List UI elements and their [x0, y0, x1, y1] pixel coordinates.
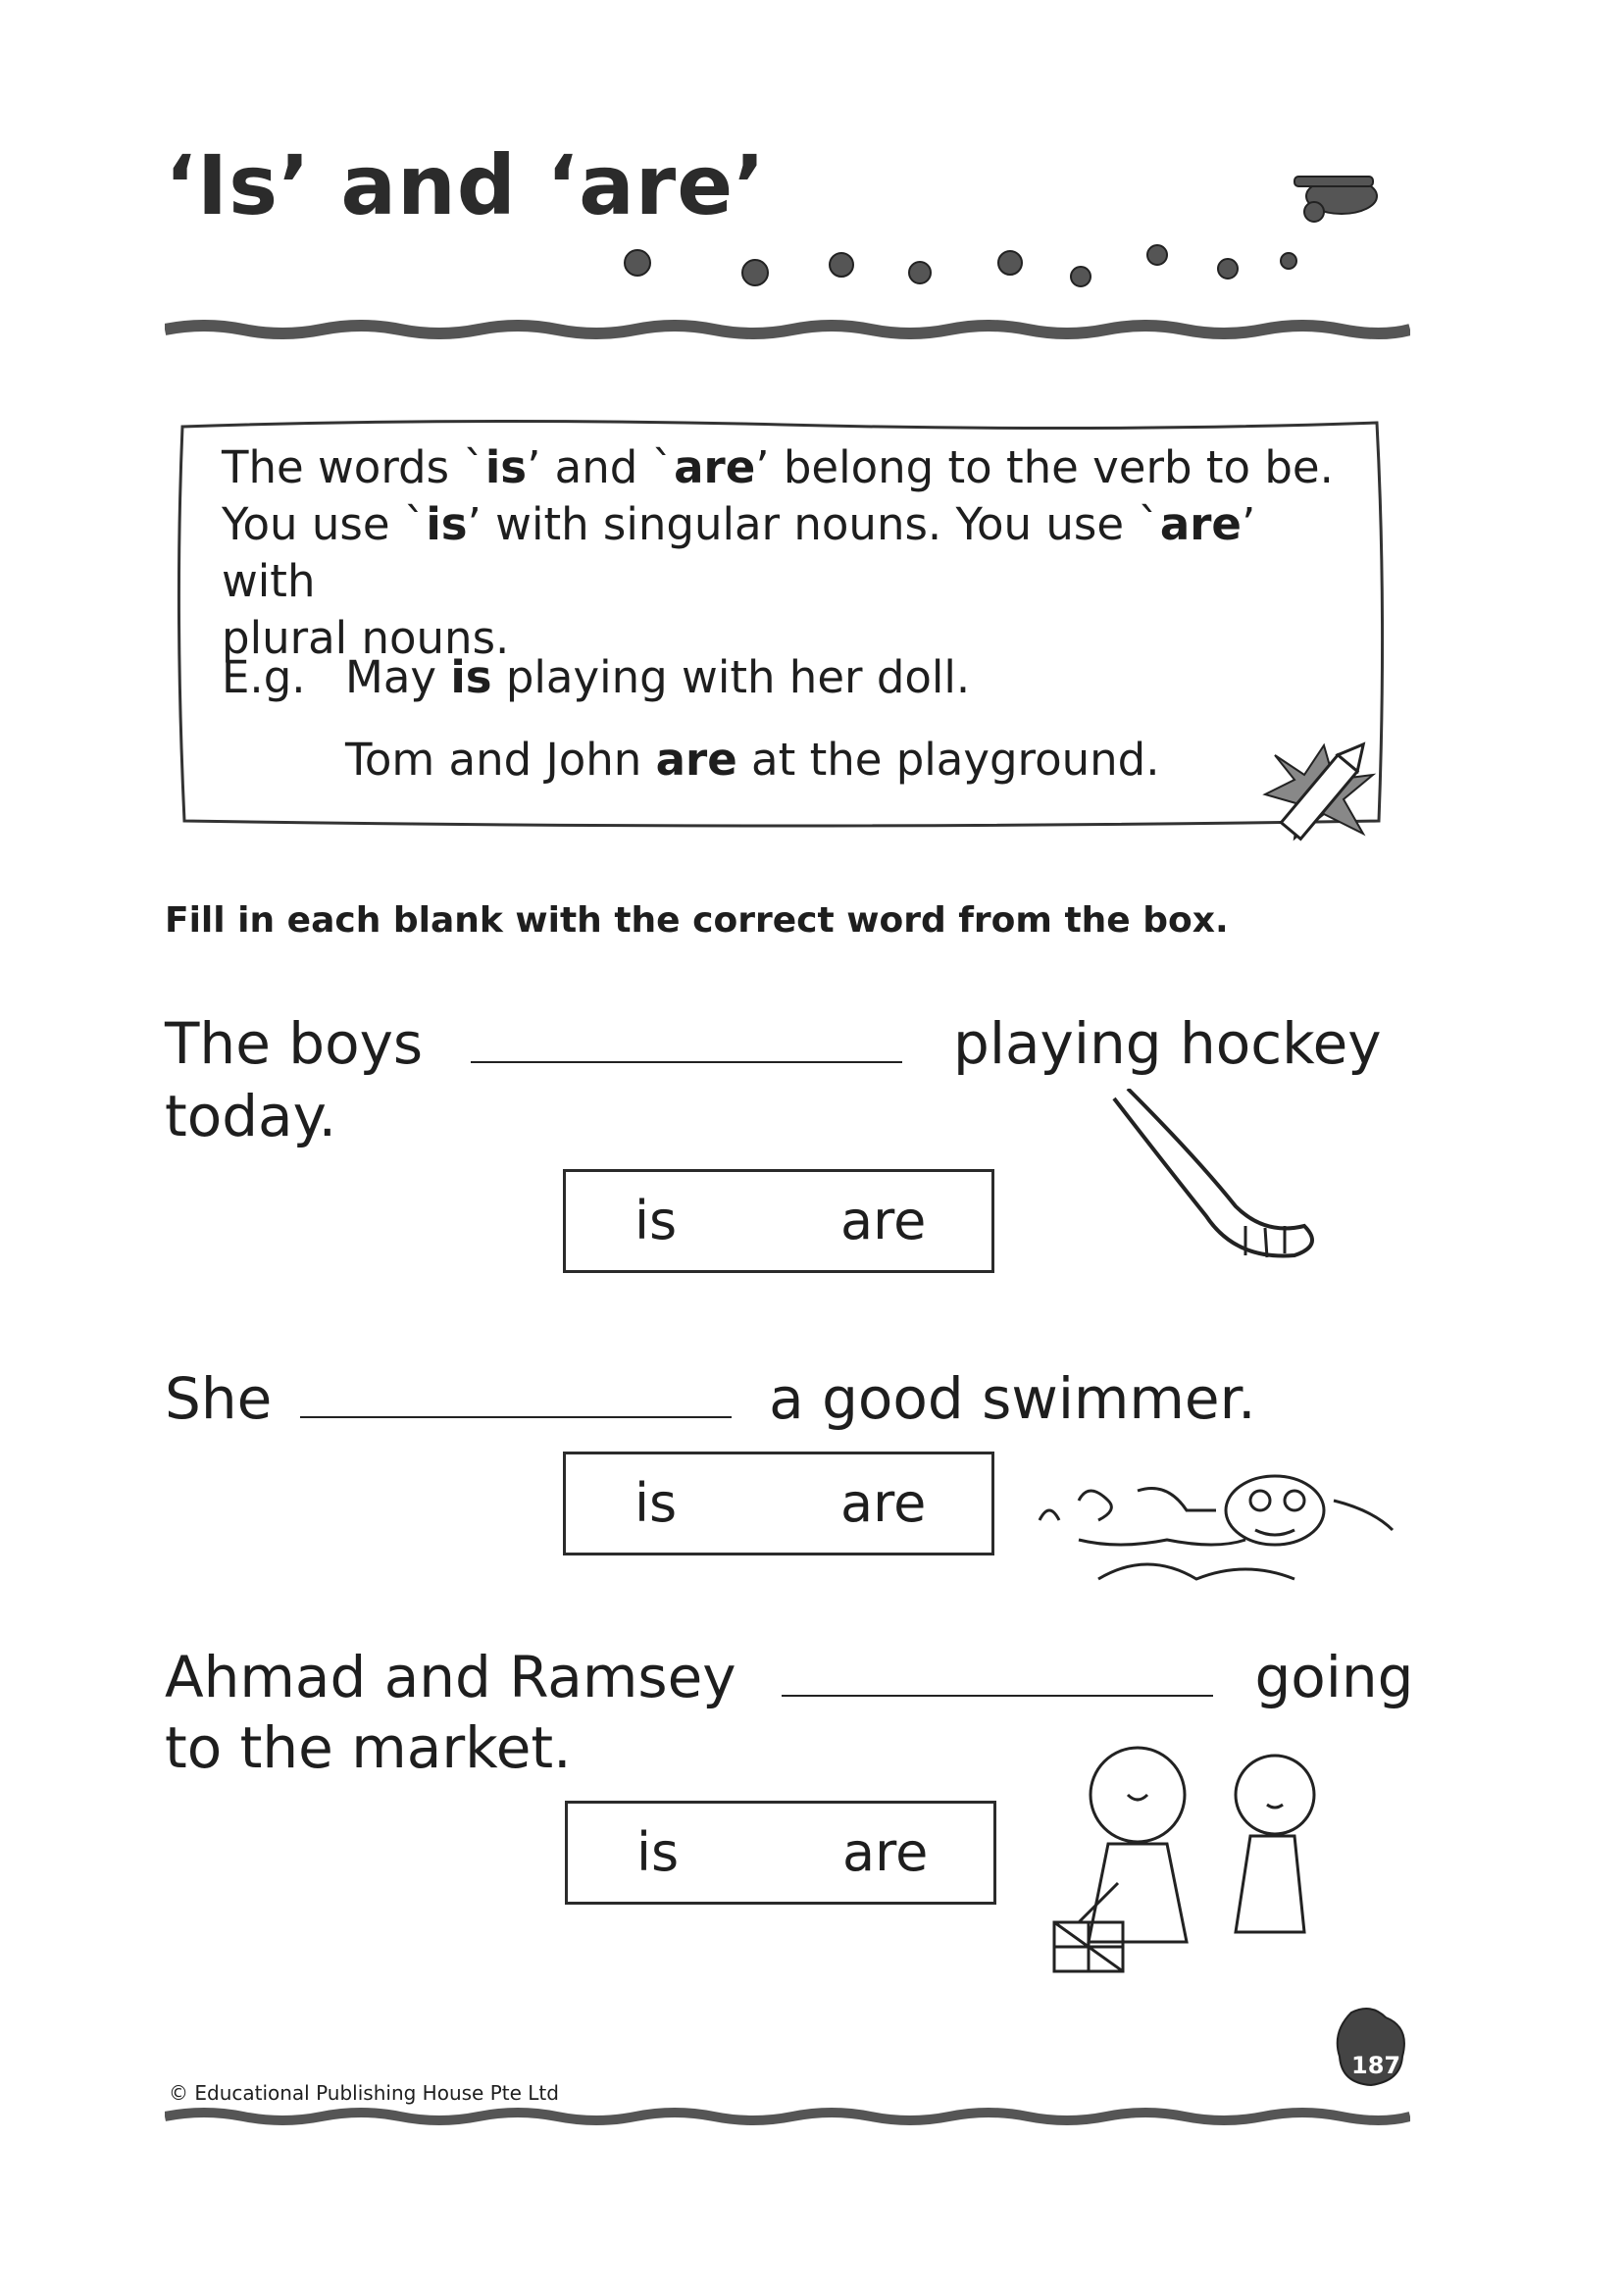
- word-box-3: [565, 1801, 996, 1905]
- choice-are[interactable]: are: [840, 1190, 927, 1251]
- question-1-line-2: today.: [165, 1083, 337, 1149]
- question-3-line-2: to the market.: [165, 1714, 572, 1781]
- answer-blank-2[interactable]: [300, 1416, 732, 1418]
- instruction: Fill in each blank with the correct word from the box.: [165, 900, 1229, 941]
- two-boys-illustration: [1049, 1726, 1363, 1991]
- example-label: E.g.: [222, 651, 306, 703]
- page-number: 187: [1351, 2052, 1401, 2079]
- hockey-stick-illustration: [1098, 1089, 1334, 1285]
- example-sentence-2: Tom and John are at the playground.: [345, 734, 1160, 786]
- word-box-2: [563, 1452, 994, 1555]
- pencil-icon: [1255, 726, 1393, 863]
- choice-are[interactable]: are: [842, 1821, 929, 1883]
- question-3-line-1: Ahmad and Ramsey going: [165, 1644, 1414, 1710]
- choice-is[interactable]: is: [634, 1190, 678, 1251]
- bottom-divider: [165, 2107, 1410, 2126]
- copyright-footer: © Educational Publishing House Pte Ltd: [169, 2081, 559, 2105]
- airplane-illustration: [608, 157, 1412, 294]
- question-2-line-1: She a good swimmer.: [165, 1365, 1256, 1432]
- choice-are[interactable]: are: [840, 1472, 927, 1534]
- example-sentence-1: May is playing with her doll.: [345, 651, 971, 703]
- swimmer-illustration: [1020, 1442, 1412, 1599]
- top-divider: [165, 320, 1410, 339]
- page-title: ‘Is’ and ‘are’: [165, 137, 767, 233]
- answer-blank-3[interactable]: [782, 1695, 1213, 1697]
- choice-is[interactable]: is: [636, 1821, 680, 1883]
- answer-blank-1[interactable]: [471, 1061, 902, 1063]
- word-box-1: [563, 1169, 994, 1273]
- question-1-line-1: The boys playing hockey: [165, 1010, 1382, 1077]
- rule-explanation: The words `is’ and `are’ belong to the verb to be. You use `is’ with singular nouns. You use `are’ with plural nouns.: [222, 441, 1334, 664]
- choice-is[interactable]: is: [634, 1472, 678, 1534]
